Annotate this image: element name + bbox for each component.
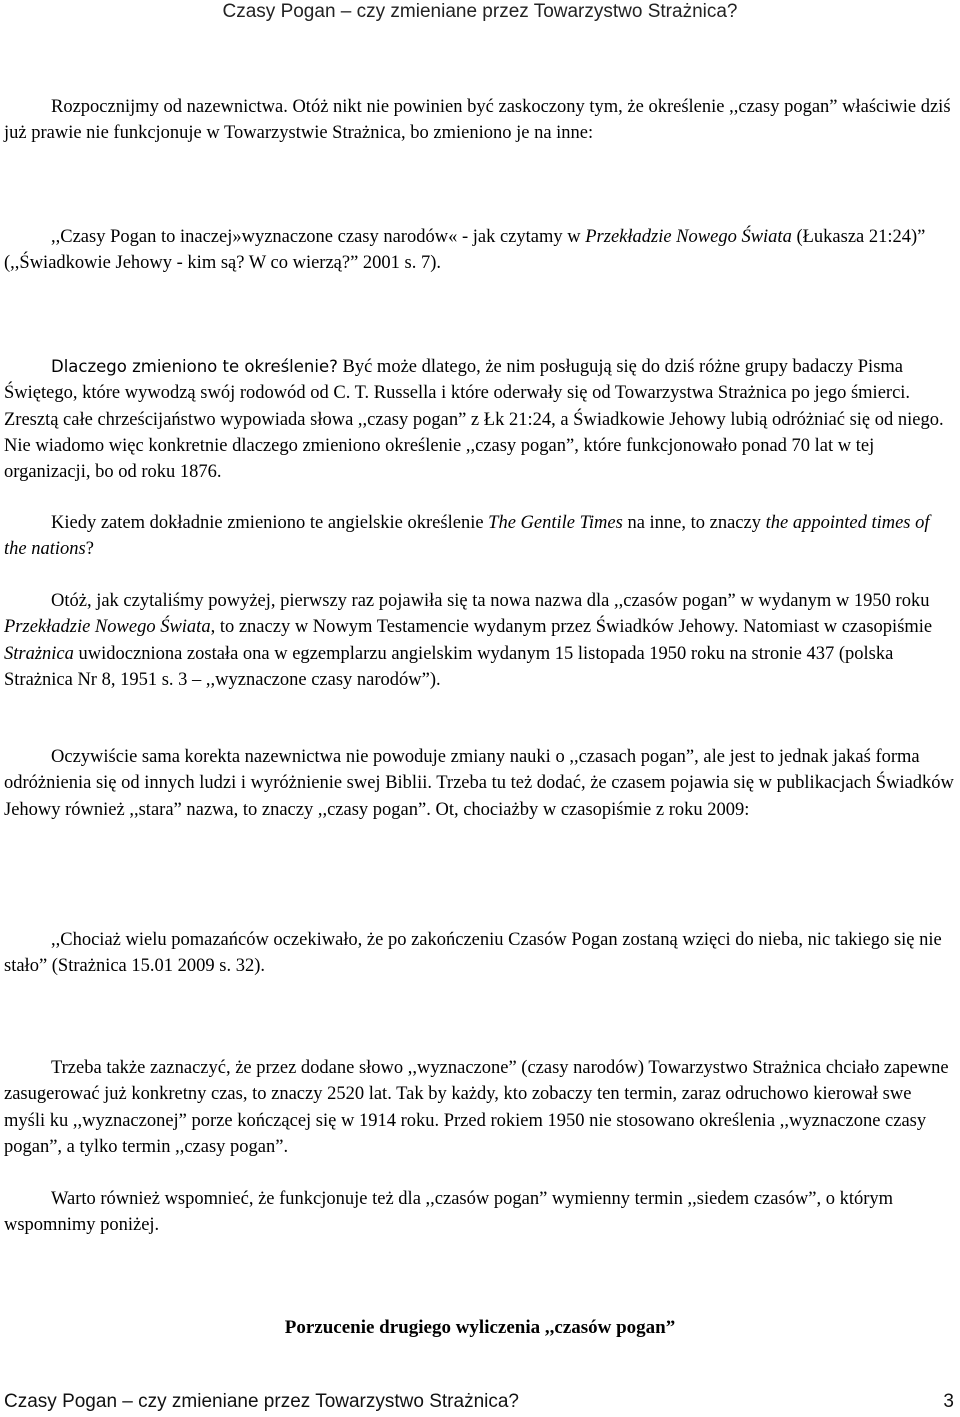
- quote-text-a: ,,Czasy Pogan to inaczej»wyznaczone czasy narodów« - jak czytamy w: [51, 227, 586, 247]
- quote-czasy-pogan: [4, 224, 956, 277]
- paragraph-why-changed: [4, 354, 956, 485]
- italic-term-appointed-times: the appointed times of the nations: [4, 513, 930, 560]
- paragraph-seven-times-text: Warto również wspomnieć, że funkcjonuje też dla ,,czasów pogan” wymienny termin ,,siedem czasów”, o którym wspomnimy poniżej.: [4, 1189, 894, 1236]
- text-run: ?: [85, 539, 94, 560]
- paragraph-correction-text: Oczywiście sama korekta nazewnictwa nie powoduje zmiany nauki o ,,czasach pogan”, ale jest to jednak jakaś forma odróżnienia się od innych ludzi i wyróżnienie swej Biblii. Trzeba tu też dodać, że czasem pojawia się w publikacjach Świadków Jehowy również ,,stara” nazwa, to znaczy ,,czasy pogan”. Ot, chociażby w czasopiśmie z roku 2009:: [4, 747, 954, 820]
- page-number: 3: [943, 1391, 954, 1412]
- quote-text-b: (Łukasza 21:24)” (,,Świadkowie Jehowy - kim są? W co wierzą?” 2001 s. 7).: [4, 227, 926, 274]
- italic-title-nwt: Przekładzie Nowego Świata: [4, 617, 211, 638]
- paragraph-question: Dlaczego zmieniono te określenie?: [51, 357, 338, 376]
- text-run: , to znaczy w Nowym Testamencie wydanym przez Świadków Jehowy. Natomiast w czasopiśmie: [210, 617, 933, 638]
- paragraph-first-appearance: [4, 588, 956, 693]
- paragraph-intro-text: Rozpocznijmy od nazewnictwa. Otóż nikt nie powinien być zaskoczony tym, że określenie ,,czasy pogan” właściwie dziś już prawie nie funkcjonuje w Towarzystwie Strażnica, bo zmieniono je na inne:: [4, 97, 951, 144]
- paragraph-intro: [4, 94, 956, 147]
- quote-2009-text: ,,Chociaż wielu pomazańców oczekiwało, że po zakończeniu Czasów Pogan zostaną wzięci do nieba, nic takiego się nie stało” (Strażnica 15.01 2009 s. 32).: [4, 930, 942, 977]
- section-title: Porzucenie drugiego wyliczenia ,,czasów pogan”: [284, 1317, 676, 1338]
- italic-term-gentile-times: The Gentile Times: [488, 513, 623, 533]
- paragraph-added-word: [4, 1055, 956, 1160]
- page-footer: [4, 1389, 956, 1415]
- paragraph-why-changed-text: Być może dlatego, że nim posługują się do dziś różne grupy badaczy Pisma Świętego, które wywodzą swój rodowód od C. T. Russella i które oderwały się od Towarzystwa Strażnica po jego śmierci. Zresztą całe chrześcijaństwo wypowiada słowa ,,czasy pogan” z Łk 21:24, a Świadkowie Jehowy lubią odróżniać się od niego. Nie wiadomo więc konkretnie dlaczego zmieniono określenie ,,czasy pogan”, które funkcjonowało ponad 70 lat w tej organizacji, bo od roku 1876.: [4, 357, 944, 483]
- footer-title: Czasy Pogan – czy zmieniane przez Towarzystwo Strażnica?: [4, 1391, 519, 1412]
- paragraph-added-word-text: Trzeba także zaznaczyć, że przez dodane słowo ,,wyznaczone” (czasy narodów) Towarzystwo Strażnica chciało zapewne zasugerować już konkretny czas, to znaczy 2520 lat. Tak by każdy, kto zobaczy ten termin, zaraz odruchowo kierował swe myśli ku ,,wyznaczonej” porze kończącej się w 1914 roku. Przed rokiem 1950 nie stosowano określenia ,,wyznaczone czasy pogan”, a tylko termin ,,czasy pogan”.: [4, 1058, 949, 1157]
- quote-italic-title: Przekładzie Nowego Świata: [585, 227, 792, 247]
- paragraph-seven-times: [4, 1186, 956, 1239]
- text-run: Kiedy zatem dokładnie zmieniono te angielskie określenie: [51, 513, 489, 533]
- text-run: Otóż, jak czytaliśmy powyżej, pierwszy raz pojawiła się ta nowa nazwa dla ,,czasów pogan” w wydanym w 1950 roku: [51, 591, 930, 611]
- paragraph-when-changed: [4, 510, 956, 563]
- italic-title-straznica: Strażnica: [4, 643, 74, 664]
- text-run: na inne, to znaczy: [622, 513, 766, 533]
- quote-2009: [4, 927, 956, 980]
- running-header: Czasy Pogan – czy zmieniane przez Towarzystwo Strażnica?: [222, 1, 738, 22]
- text-run: uwidoczniona została ona w egzemplarzu angielskim wydanym 15 listopada 1950 roku na stronie 437 (polska Strażnica Nr 8, 1951 s. 3 – ,,wyznaczone czasy narodów”).: [4, 643, 894, 690]
- paragraph-correction: [4, 744, 956, 823]
